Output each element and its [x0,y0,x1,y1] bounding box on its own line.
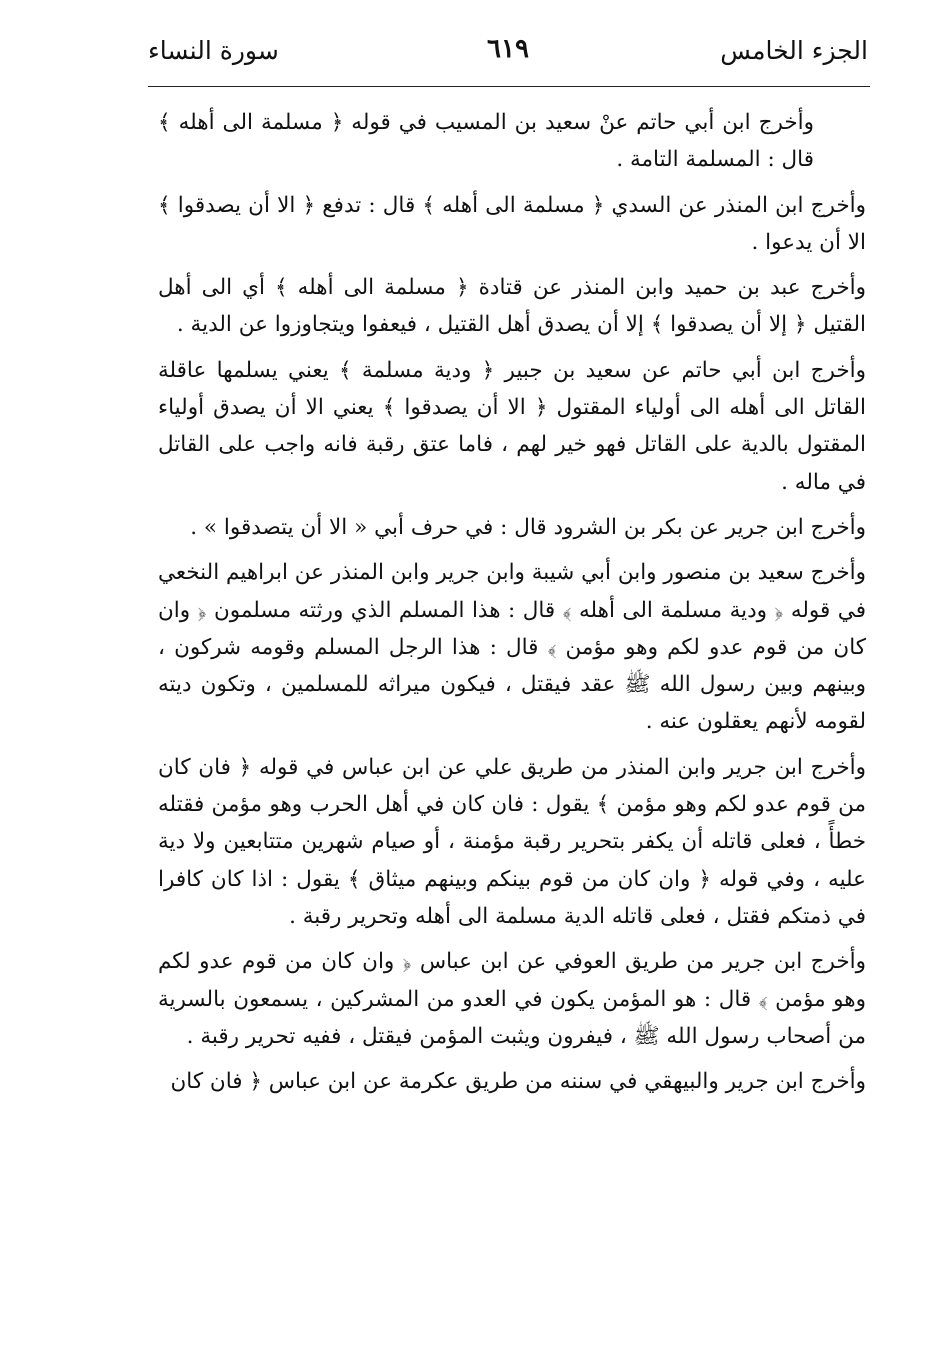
paragraph: وأخرج عبد بن حميد وابن المنذر عن قتادة ﴿ مسلمة الى أهله ﴾ أي الى أهل القتيل ﴿ إلا أن يصدقوا ﴾ إلا أن يصدق أهل القتيل ، فيعفوا ويتجاوزوا عن الدية . [158,275,866,338]
paragraph: وأخرج ابن جرير وابن المنذر من طريق علي عن ابن عباس في قوله ﴿ فان كان من قوم عدو لكم وهو مؤمن ﴾ يقول : فان كان في أهل الحرب وهو مؤمن فقتله خطأً ، فعلى قاتله أن يكفر بتحرير رقبة مؤمنة ، أو صيام شهرين متتابعين ولا دية عليه ، وفي قوله ﴿ وان كان من قوم بينكم وبينهم ميثاق ﴾ يقول : اذا كان كافرا في ذمتكم فقتل ، فعلى قاتله الدية مسلمة الى أهله وتحرير رقبة . [158,754,866,929]
paragraph: وأخرج سعيد بن منصور وابن أبي شيبة وابن جرير وابن المنذر عن ابراهيم النخعي في قوله ﴿ ودية مسلمة الى أهله ﴾ قال : هذا المسلم الذي ورثته مسلمون ﴿ وان كان من قوم عدو لكم وهو مؤمن ﴾ قال : هذا الرجل المسلم وقومه شركون ، وبينهم وبين رسول الله ﷺ عقد فيقتل ، فيكون ميراثه للمسلمين ، وتكون ديته لقومه لأنهم يعقلون عنه . [158,560,866,735]
surah-title: سورة النساء [148,36,279,65]
page-header [148,24,868,84]
paragraph: وأخرج ابن جرير من طريق العوفي عن ابن عباس ﴿ وان كان من قوم عدو لكم وهو مؤمن ﴾ قال : هو المؤمن يكون في العدو من المشركين ، يسمعون بالسرية من أصحاب رسول الله ﷺ ، فيفرون ويثبت المؤمن فيقتل ، ففيه تحرير رقبة . [158,949,866,1049]
part-title: الجزء الخامس [720,36,868,65]
paragraph: وأخرج ابن أبي حاتم عن سعيد بن جبير ﴿ ودية مسلمة ﴾ يعني يسلمها عاقلة القاتل الى أهله الى أولياء المقتول ﴿ الا أن يصدقوا ﴾ يعني الا أن يصدق أولياء المقتول بالدية على القاتل فهو خير لهم ، فاما عتق رقبة فانه واجب على القاتل في ماله . [158,357,866,495]
main-text [158,104,866,1108]
paragraph: وأخرج ابن المنذر عن السدي ﴿ مسلمة الى أهله ﴾ قال : تدفع ﴿ الا أن يصدقوا ﴾ الا أن يدعوا . [158,192,866,255]
paragraph: وأخرج ابن جرير عن بكر بن الشرود قال : في حرف أبي « الا أن يتصدقوا » . [190,514,866,540]
header-divider [148,86,870,87]
page-number: ٦١٩ [487,34,529,64]
paragraph: وأخرج ابن جرير والبيهقي في سننه من طريق عكرمة عن ابن عباس ﴿ فان كان [170,1069,866,1095]
paragraph: وأخرج ابن أبي حاتم عنْ سعيد بن المسيب في قوله ﴿ مسلمة الى أهله ﴾ قال : المسلمة التامة . [158,110,814,173]
